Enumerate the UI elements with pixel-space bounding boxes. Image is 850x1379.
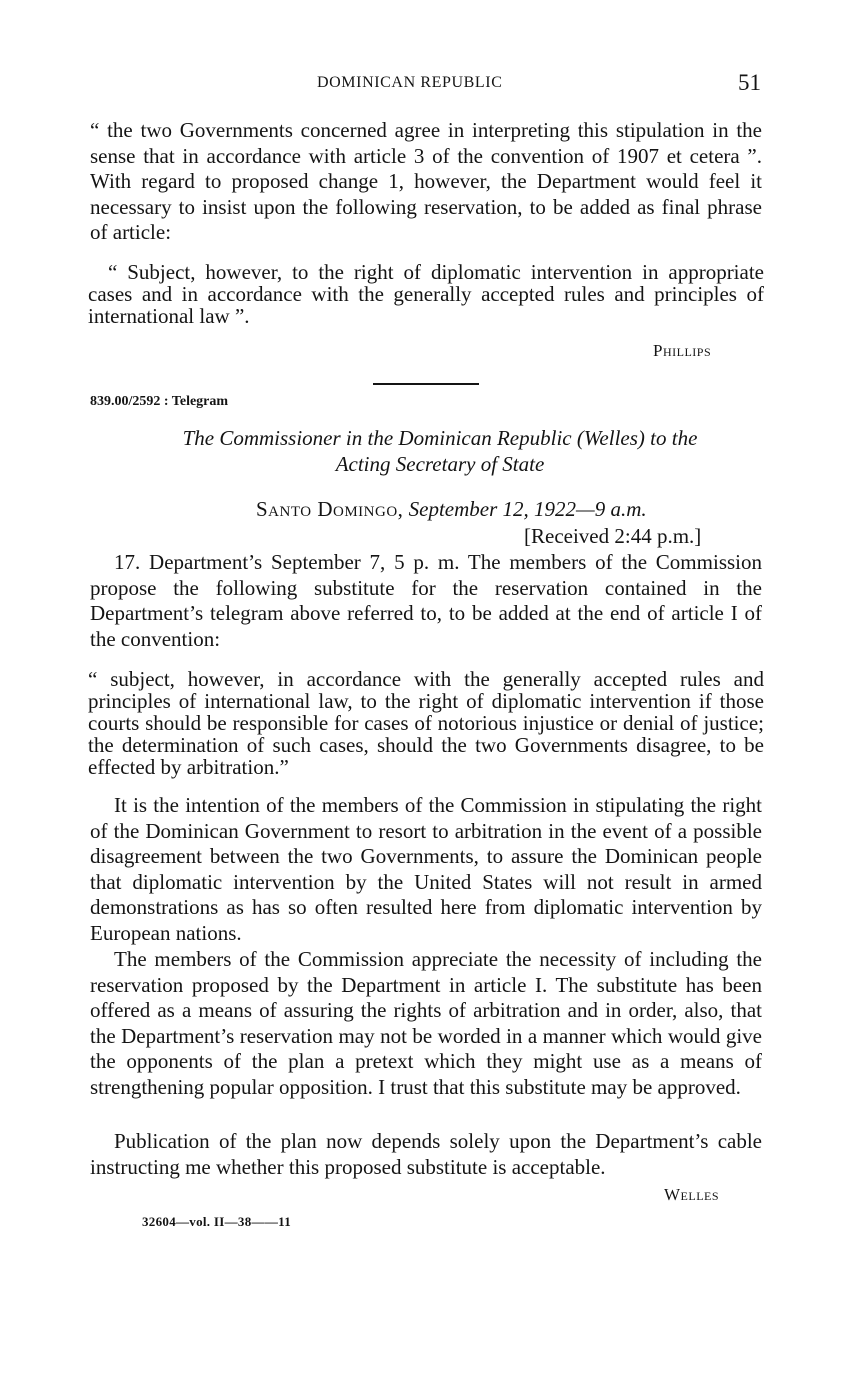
page-header [0,70,850,100]
telegram-paragraph-1: 17. Department’s September 7, 5 p. m. The members of the Commission propose the following substitute for the reservation contained in the Department’s telegram above referred to, to be added at the end of article I of the convention: [90,550,762,651]
telegram-paragraph-2: It is the intention of the members of the Commission in stipulating the right of the Dominican Government to resort to arbitration in the event of a possible disagreement between the two Governments, to assure the Dominican people that diplomatic intervention by the United States will not result in armed demonstrations as has so often resulted here from diplomatic intervention by European nations. [90,793,762,945]
dateline-date: September 12, 1922—9 a.m. [408,497,647,521]
section-divider [373,383,479,385]
telegram-paragraph-4-block [90,1129,762,1180]
reservation-quote-block [88,261,764,327]
substitute-quote-block [88,668,764,778]
telegram-paragraph-1-block [90,550,762,652]
received-time: [Received 2:44 p.m.] [524,524,702,548]
substitute-quote: “ subject, however, in accordance with the generally accepted rules and principles of international law, to the right of diplomatic intervention if those courts should be responsible for cases of notorious injustice or denial of justice; the determination of such cases, should the two Governments disagree, to be effected by arbitration.” [88,667,764,779]
continuation-paragraph: “ the two Governments concerned agree in interpreting this stipulation in the sense that in accordance with article 3 of the convention of 1907 et cetera ”. With regard to proposed change 1, however, the Department would feel it necessary to insist upon the following reservation, to be added as final phrase of article: [90,118,762,244]
file-number: 839.00/2592 : Telegram [90,394,229,409]
signature-welles: Welles [664,1185,720,1204]
telegram-paragraph-3: The members of the Commission appreciate the necessity of including the reservation proposed by the Department in article I. The substitute has been offered as a means of assuring the rights of arbitration and in order, also, that the Department’s reservation may not be worded in a manner which would give the opponents of the plan a pretext which they might use as a means of strengthening popular opposition. I trust that this substitute may be approved. [90,947,762,1099]
document-title-line-2: Acting Secretary of State [335,452,545,476]
telegram-paragraph-3-block [90,947,762,1100]
dateline-place: Santo Domingo, [256,497,404,521]
document-title [130,425,750,477]
page-number: 51 [738,70,761,95]
signature-phillips: Phillips [653,341,712,360]
running-head: DOMINICAN REPUBLIC [317,74,503,91]
telegram-paragraph-4: Publication of the plan now depends solely upon the Department’s cable instructing me whether this proposed substitute is acceptable. [90,1129,762,1179]
continuation-paragraph-block [90,118,762,246]
dateline [256,497,647,522]
reservation-quote: “ Subject, however, to the right of diplomatic intervention in appropriate cases and in accordance with the generally accepted rules and principles of international law ”. [88,260,764,328]
telegram-paragraph-2-block [90,793,762,946]
print-code: 32604—vol. II—38——11 [142,1214,292,1229]
document-title-line-1: The Commissioner in the Dominican Republic (Welles) to the [182,426,698,450]
